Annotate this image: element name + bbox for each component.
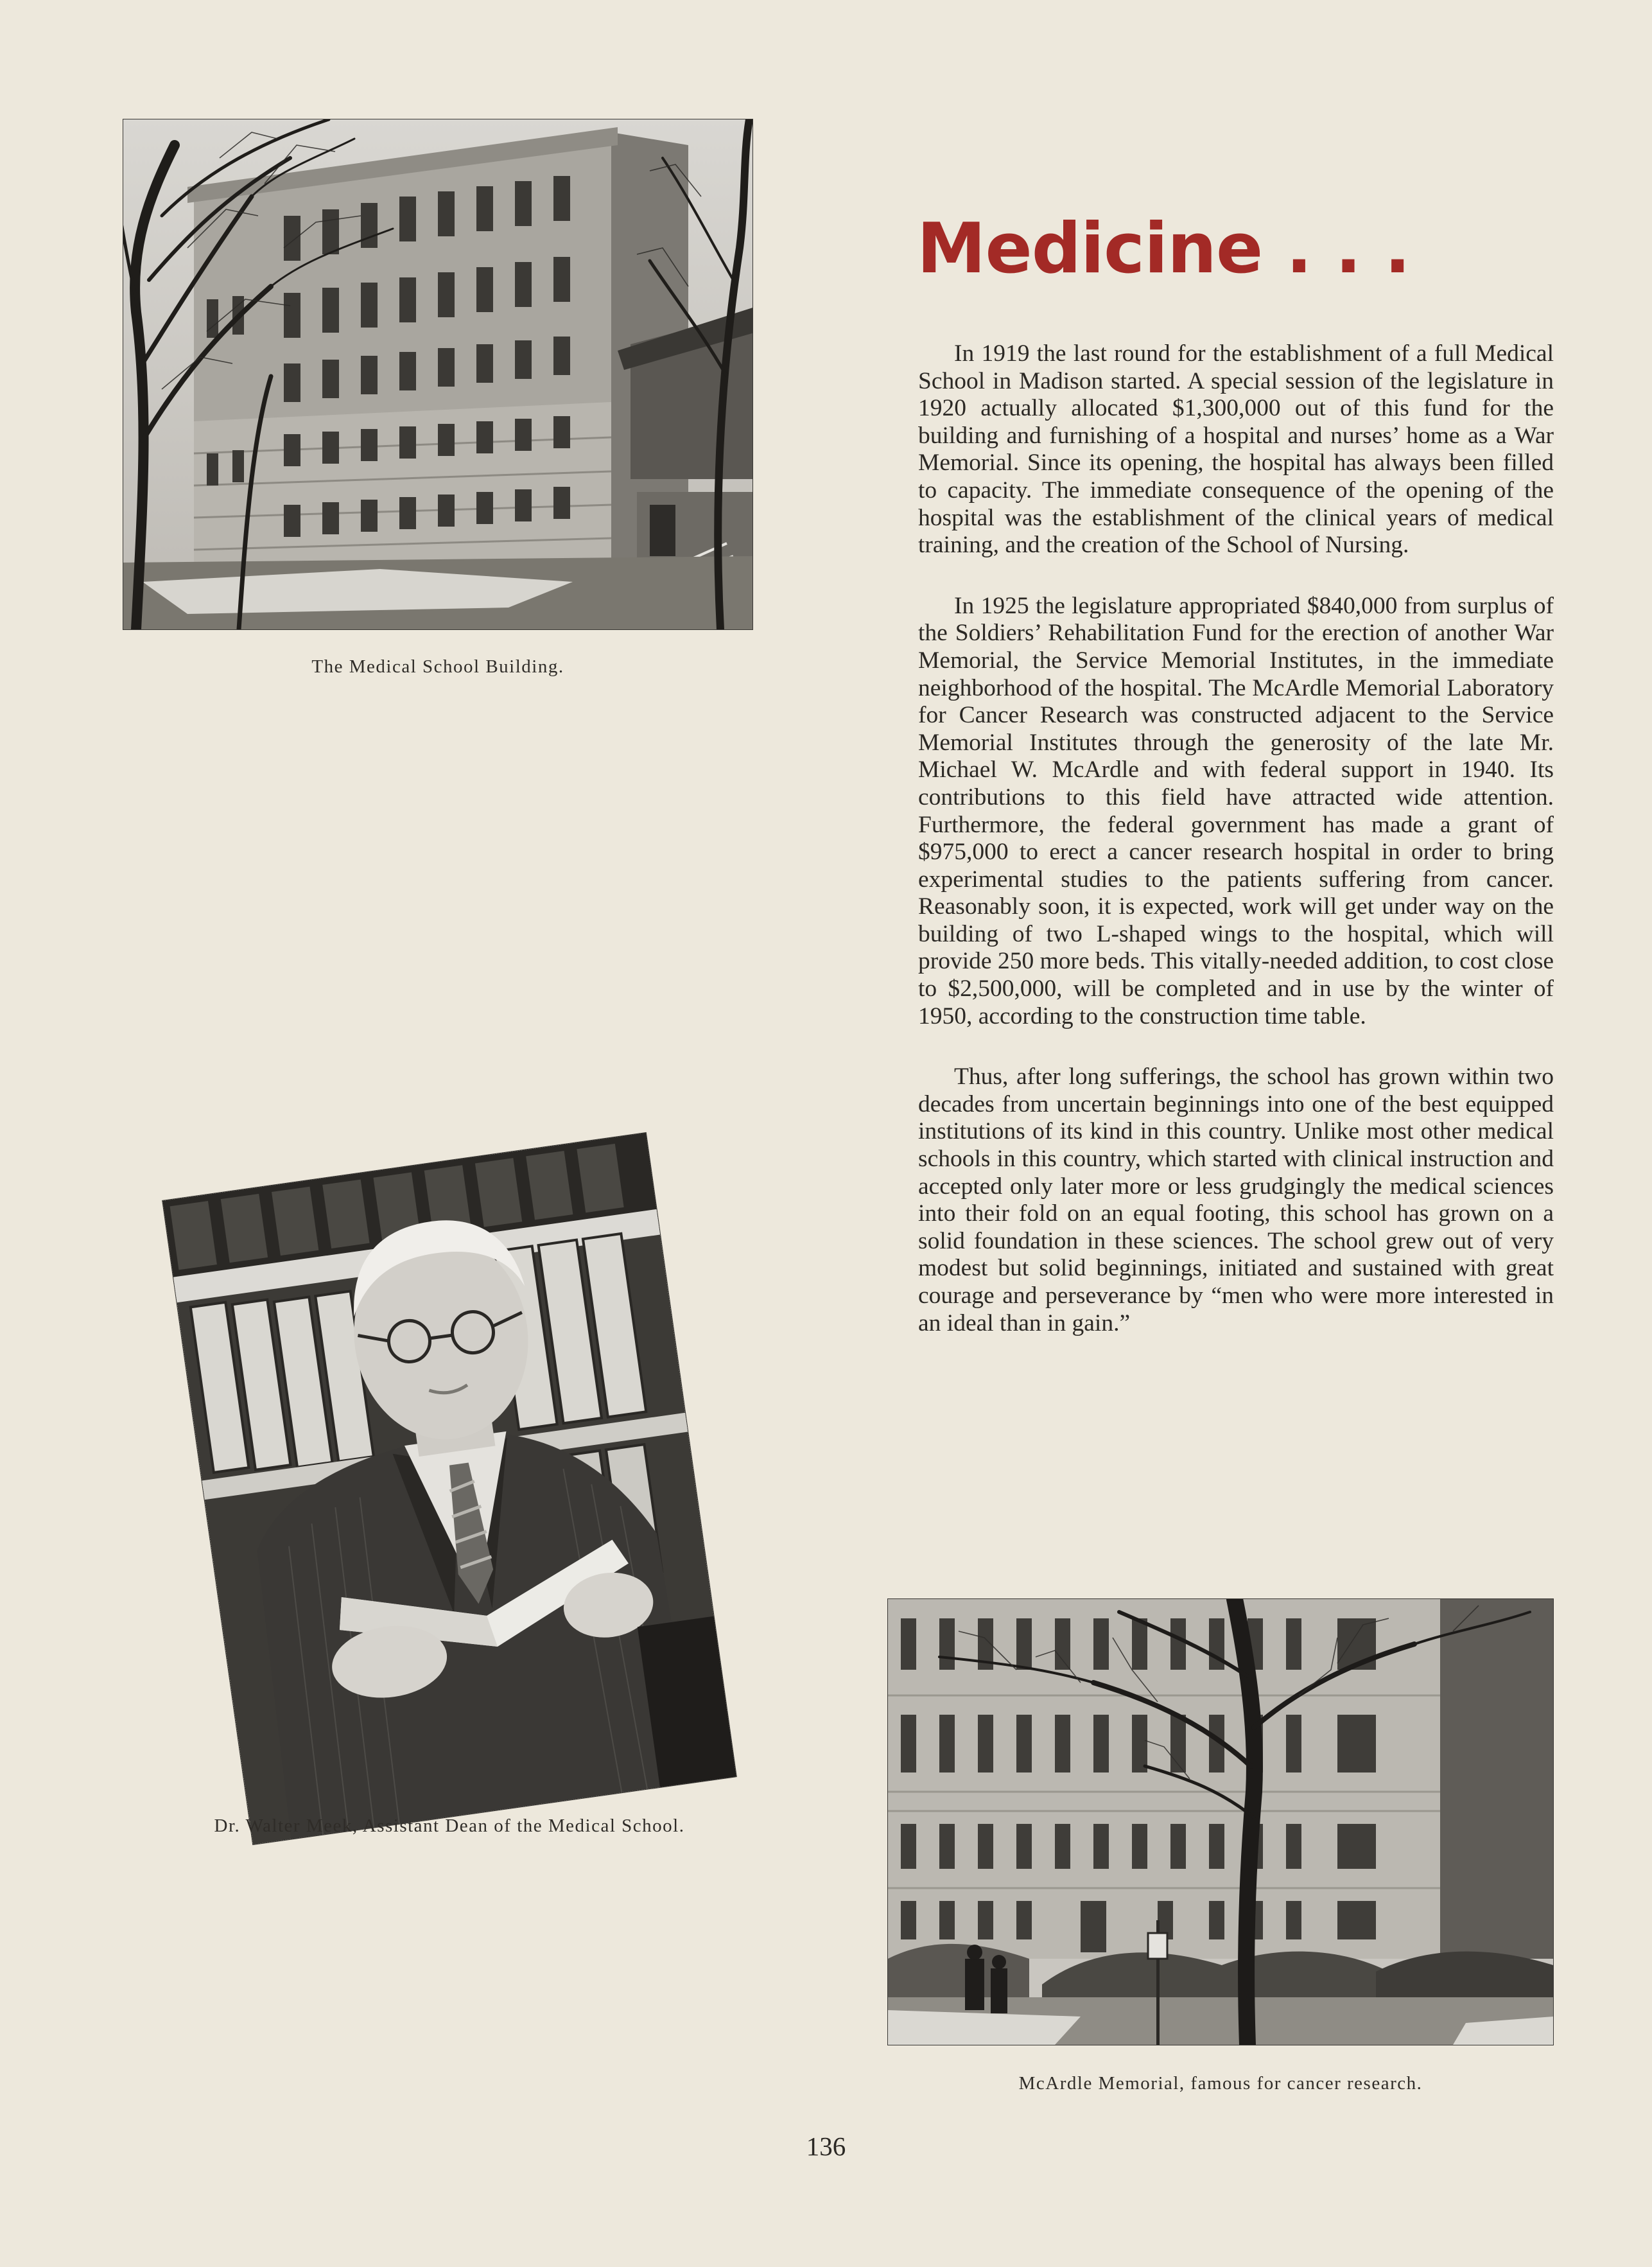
article-body: [918, 340, 1554, 1370]
mcardle-photo-image: [888, 1599, 1553, 2045]
walter-meek-portrait-photo: [162, 1133, 736, 1844]
meek-photo-caption: Dr. Walter Meek, Assistant Dean of the Medical School.: [214, 1816, 685, 1836]
mcardle-photo-caption: McArdle Memorial, famous for cancer research.: [1018, 2073, 1423, 2094]
medical-school-building-photo: [123, 119, 752, 629]
page-title: Medicine . . .: [917, 209, 1411, 289]
building-photo-image: [123, 119, 752, 629]
mcardle-memorial-photo: [888, 1599, 1553, 2045]
article-paragraph-3: Thus, after long sufferings, the school has grown within two decades from uncertain beginnings into one of the best equipped institutions of its kind in this country. Unlike most other medical schools in this country, which started with clinical instruction and accepted only later more or less grudgingly the medical sciences into their fold on an equal footing, this school has grown on a solid foundation in these sciences. The school grew out of very modest but solid beginnings, initiated and sustained with great courage and perseverance by “men who were more interested in an ideal than in gain.”: [918, 1063, 1554, 1336]
building-photo-caption: The Medical School Building.: [311, 656, 564, 677]
article-paragraph-1: In 1919 the last round for the establishment of a full Medical School in Madison started. A special session of the legislature in 1920 actually allocated $1,300,000 out of this fund for the building and furnishing of a hospital and nurses’ home as a War Memorial. Since its opening, the hospital has always been filled to capacity. The immediate consequence of the opening of the hospital was the establishment of the clinical years of medical training, and the creation of the School of Nursing.: [918, 340, 1554, 559]
portrait-photo-image: [162, 1133, 736, 1844]
article-paragraph-2: In 1925 the legislature appropriated $840,000 from surplus of the Soldiers’ Rehabilitation Fund for the erection of another War Memorial, the Service Memorial Institutes, in the immediate neighborhood of the hospital. The McArdle Memorial Laboratory for Cancer Research was constructed adjacent to the Service Memorial Institutes through the generosity of the late Mr. Michael W. McArdle and with federal support in 1940. Its contributions to this field have attracted wide attention. Furthermore, the federal government has made a grant of $975,000 to erect a cancer research hospital in order to bring experimental studies to the patients suffering from cancer. Reasonably soon, it is expected, work will get under way on the building of two L-shaped wings to the hospital, which will provide 250 more beds. This vitally-needed addition, to cost close to $2,500,000, will be completed and in use by the winter of 1950, according to the construction time table.: [918, 592, 1554, 1029]
page-number: 136: [806, 2131, 846, 2161]
